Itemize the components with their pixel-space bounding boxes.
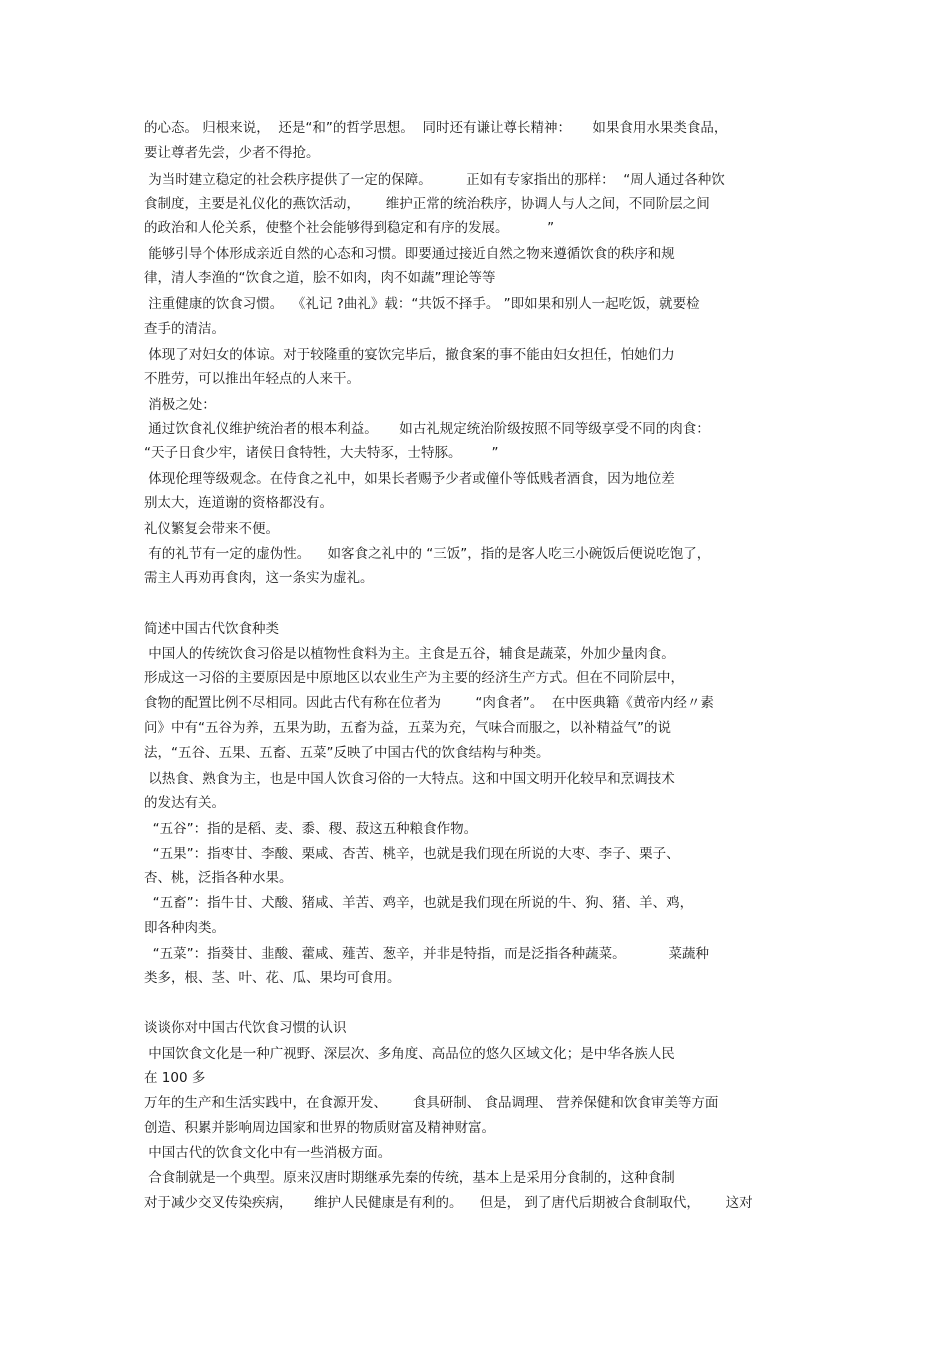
text-line: “天子日食少牢，诸侯日食特牲，大夫特豕，士特豚。 ” xyxy=(144,445,499,461)
text-line: 即各种肉类。 xyxy=(144,920,225,936)
text-line: 别太大，连道谢的资格都没有。 xyxy=(144,495,333,511)
text-line: 体现伦理等级观念。在侍食之礼中，如果长者赐予少者或僮仆等低贱者酒食，因为地位差 xyxy=(144,471,675,487)
text-line: 形成这一习俗的主要原因是中原地区以农业生产为主要的经济生产方式。但在不同阶层中， xyxy=(144,670,684,686)
text-line: 查手的清洁。 xyxy=(144,321,225,337)
text-line: 注重健康的饮食习惯。 《礼记 ?曲礼》载：“共饭不择手。 ”即如果和别人一起吃饭，就要检 xyxy=(144,296,700,312)
text-line: 类多，根、茎、叶、花、瓜、果均可食用。 xyxy=(144,970,401,986)
text-line: 杏、桃，泛指各种水果。 xyxy=(144,870,293,886)
text-line: 万年的生产和生活实践中，在食源开发、 食具研制、 食品调理、 营养保健和饮食审美等方面 xyxy=(144,1095,719,1111)
text-line: 食制度，主要是礼仪化的燕饮活动， 维护正常的统治秩序，协调人与人之间，不同阶层之间 xyxy=(144,196,710,212)
text-line: “五菜”：指葵甘、韭酸、藿咸、薤苦、葱辛，并非是特指，而是泛指各种蔬菜。 菜蔬种 xyxy=(144,946,709,962)
text-line: 消极之处： xyxy=(144,397,216,413)
text-line: 合食制就是一个典型。原来汉唐时期继承先秦的传统，基本上是采用分食制的，这种食制 xyxy=(144,1170,675,1186)
text-line: 有的礼节有一定的虚伪性。 如客食之礼中的 “三饭”，指的是客人吃三小碗饭后便说吃饱了， xyxy=(144,546,711,562)
text-line: 能够引导个体形成亲近自然的心态和习惯。即要通过接近自然之物来遵循饮食的秩序和规 xyxy=(144,246,675,262)
text-line: 法，“五谷、五果、五畜、五菜”反映了中国古代的饮食结构与种类。 xyxy=(144,745,550,761)
text-line: 对于减少交叉传染疾病， 维护人民健康是有利的。 但是， 到了唐代后期被合食制取代， 这对 xyxy=(144,1195,753,1211)
text-line: 通过饮食礼仪维护统治者的根本利益。 如古礼规定统治阶级按照不同等级享受不同的肉食： xyxy=(144,421,710,437)
text-line: 的心态。 归根来说， 还是“和”的哲学思想。 同时还有谦让尊长精神： 如果食用水果类食品， xyxy=(144,120,728,136)
text-line: 的政治和人伦关系，使整个社会能够得到稳定和有序的发展。 ” xyxy=(144,220,555,236)
text-line: 以热食、熟食为主，也是中国人饮食习俗的一大特点。这和中国文明开化较早和烹调技术 xyxy=(144,771,675,787)
text-line: 律，清人李渔的“饮食之道，脍不如肉，肉不如蔬”理论等等 xyxy=(144,270,496,286)
text-line: 的发达有关。 xyxy=(144,795,225,811)
text-line: 体现了对妇女的体谅。对于较隆重的宴饮完毕后，撤食案的事不能由妇女担任，怕她们力 xyxy=(144,347,675,363)
text-line: 问》中有“五谷为养，五果为助，五畜为益，五菜为充，气味合而服之，以补精益气”的说 xyxy=(144,720,671,736)
section-heading: 简述中国古代饮食种类 xyxy=(144,621,279,637)
text-line: 不胜劳，可以推出年轻点的人来干。 xyxy=(144,371,360,387)
text-line: 创造、积累并影响周边国家和世界的物质财富及精神财富。 xyxy=(144,1120,495,1136)
text-line: “五畜”：指牛甘、犬酸、猪咸、羊苦、鸡辛，也就是我们现在所说的牛、狗、猪、羊、鸡， xyxy=(144,895,694,911)
text-line: 中国人的传统饮食习俗是以植物性食料为主。主食是五谷，辅食是蔬菜，外加少量肉食。 xyxy=(144,646,675,662)
text-line: 需主人再劝再食肉，这一条实为虚礼。 xyxy=(144,570,374,586)
text-line: “五果”：指枣甘、李酸、栗咸、杏苦、桃辛，也就是我们现在所说的大枣、李子、栗子、 xyxy=(144,846,680,862)
text-line: 礼仪繁复会带来不便。 xyxy=(144,521,279,537)
text-line: 食物的配置比例不尽相同。因此古代有称在位者为 “肉食者”。 在中医典籍《黄帝内经〃素 xyxy=(144,695,714,711)
text-line: 要让尊者先尝，少者不得抢。 xyxy=(144,145,320,161)
text-line: 中国饮食文化是一种广视野、深层次、多角度、高品位的悠久区域文化；是中华各族人民 xyxy=(144,1046,675,1062)
text-line: 为当时建立稳定的社会秩序提供了一定的保障。 正如有专家指出的那样： “周人通过各种饮 xyxy=(144,172,725,188)
text-line: “五谷”：指的是稻、麦、黍、稷、菽这五种粮食作物。 xyxy=(144,821,478,837)
text-line: 中国古代的饮食文化中有一些消极方面。 xyxy=(144,1145,392,1161)
text-line: 在 100 多 xyxy=(144,1070,206,1086)
section-heading: 谈谈你对中国古代饮食习惯的认识 xyxy=(144,1020,347,1036)
